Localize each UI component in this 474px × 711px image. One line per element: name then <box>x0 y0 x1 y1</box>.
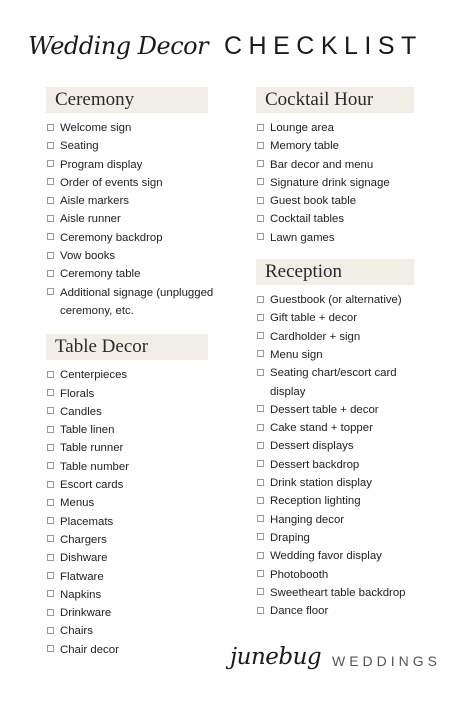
checklist-item-label: Dessert table + decor <box>270 403 379 416</box>
section-ceremony <box>46 87 216 320</box>
checkbox-icon[interactable] <box>47 645 54 652</box>
checklist-item-label: Welcome sign <box>60 122 132 134</box>
checkbox-icon[interactable] <box>257 552 264 559</box>
checkbox-icon[interactable] <box>47 407 54 414</box>
checklist-item-label: Seating <box>60 140 99 153</box>
checklist-item-label: Sweetheart table backdrop <box>270 586 406 599</box>
checklist-item[interactable] <box>256 210 426 228</box>
checklist-item-label: Ceremony table <box>60 268 141 281</box>
checkbox-icon[interactable] <box>257 296 264 303</box>
checklist-item-label: Draping <box>270 531 310 544</box>
brand-logo <box>230 640 460 680</box>
checkbox-icon[interactable] <box>47 499 54 506</box>
checklist-item[interactable] <box>46 494 216 512</box>
checklist-item[interactable] <box>256 309 426 327</box>
checklist-item[interactable] <box>46 641 216 659</box>
checkbox-icon[interactable] <box>257 369 264 376</box>
checklist-item-label: Placemats <box>60 515 114 528</box>
checklist-item-label: Reception lighting <box>270 495 361 508</box>
checklist <box>256 291 426 620</box>
checklist-item-label: Drinkware <box>60 607 112 620</box>
checkbox-icon[interactable] <box>47 609 54 616</box>
checklist-item-label: Photobooth <box>270 568 329 581</box>
checkbox-icon[interactable] <box>257 160 264 167</box>
checkbox-icon[interactable] <box>257 332 264 339</box>
checklist-item-label: Napkins <box>60 588 102 601</box>
checklist-item[interactable] <box>256 529 426 547</box>
checklist-item-label: Cocktail tables <box>270 213 345 226</box>
checkbox-icon[interactable] <box>257 233 264 240</box>
title-script: Wedding Decor <box>28 32 209 60</box>
checkbox-icon[interactable] <box>257 607 264 614</box>
section-title: Ceremony <box>46 87 208 113</box>
checkbox-icon[interactable] <box>47 288 54 295</box>
checklist-item[interactable] <box>46 119 216 137</box>
checklist-item[interactable] <box>256 419 426 437</box>
checklist-item[interactable] <box>256 566 426 584</box>
checkbox-icon[interactable] <box>257 405 264 412</box>
checkbox-icon[interactable] <box>257 515 264 522</box>
checkbox-icon[interactable] <box>257 460 264 467</box>
checklist-item-label: Chargers <box>60 533 107 546</box>
checklist-item[interactable] <box>256 291 426 309</box>
checklist-item-label: Bar decor and menu <box>270 158 374 171</box>
checklist-item-label: Seating chart/escort card display <box>270 367 397 398</box>
checklist-item[interactable] <box>256 492 426 510</box>
checkbox-icon[interactable] <box>47 371 54 378</box>
checklist-item-label: Memory table <box>270 140 340 153</box>
checkbox-icon[interactable] <box>47 627 54 634</box>
checklist-item[interactable] <box>46 604 216 622</box>
checklist-item[interactable] <box>46 403 216 421</box>
checklist-item[interactable] <box>256 456 426 474</box>
section-title: Cocktail Hour <box>256 87 414 113</box>
checklist-item-label: Candles <box>60 405 102 418</box>
checklist-item-label: Guest book table <box>270 195 357 208</box>
checklist-item[interactable] <box>256 511 426 529</box>
checklist-item-label: Program display <box>60 158 143 171</box>
checklist-item-label: Flatware <box>60 570 104 583</box>
checkbox-icon[interactable] <box>257 497 264 504</box>
checkbox-icon[interactable] <box>47 124 54 131</box>
checklist-item-label: Lounge area <box>270 122 334 134</box>
checklist-item-label: Ceremony backdrop <box>60 231 163 244</box>
checklist-item[interactable] <box>46 439 216 457</box>
checklist-item[interactable] <box>46 385 216 403</box>
checklist-item-label: Cake stand + topper <box>270 422 373 435</box>
checkbox-icon[interactable] <box>47 481 54 488</box>
checkbox-icon[interactable] <box>47 426 54 433</box>
page-title <box>28 26 458 66</box>
checklist-item[interactable] <box>46 476 216 494</box>
checkbox-icon[interactable] <box>47 252 54 259</box>
checklist-item[interactable] <box>46 531 216 549</box>
checklist-item-label: Table number <box>60 460 130 473</box>
checkbox-icon[interactable] <box>257 570 264 577</box>
checkbox-icon[interactable] <box>47 215 54 222</box>
checklist-item-label: Menus <box>60 497 95 510</box>
checklist-item[interactable] <box>46 210 216 228</box>
checklist-item-label: Dance floor <box>270 605 329 618</box>
checkbox-icon[interactable] <box>47 572 54 579</box>
checklist-item[interactable] <box>46 586 216 604</box>
brand-caps: WEDDINGS <box>332 653 441 669</box>
checklist-item[interactable] <box>46 622 216 640</box>
checkbox-icon[interactable] <box>47 517 54 524</box>
section-reception <box>256 259 426 620</box>
checklist-item[interactable] <box>46 568 216 586</box>
checklist-item[interactable] <box>46 156 216 174</box>
checklist-item[interactable] <box>46 513 216 531</box>
checklist-item[interactable] <box>256 401 426 419</box>
checklist <box>256 119 426 247</box>
checkbox-icon[interactable] <box>257 424 264 431</box>
checklist-item[interactable] <box>256 346 426 364</box>
checklist-item-label: Drink station display <box>270 477 372 490</box>
checkbox-icon[interactable] <box>47 535 54 542</box>
checkbox-icon[interactable] <box>47 233 54 240</box>
checklist-item[interactable] <box>256 137 426 155</box>
checklist-item-label: Order of events sign <box>60 176 163 189</box>
checklist-item-label: Aisle markers <box>60 195 129 208</box>
checkbox-icon[interactable] <box>47 270 54 277</box>
section-title: Table Decor <box>46 334 208 360</box>
checkbox-icon[interactable] <box>47 462 54 469</box>
checkbox-icon[interactable] <box>47 554 54 561</box>
checklist-item[interactable] <box>256 174 426 192</box>
checkbox-icon[interactable] <box>47 160 54 167</box>
checkbox-icon[interactable] <box>257 350 264 357</box>
checkbox-icon[interactable] <box>47 178 54 185</box>
section-table-decor <box>46 334 216 659</box>
checklist-item-label: Table linen <box>60 424 115 437</box>
checklist-item[interactable] <box>46 421 216 439</box>
checklist-item[interactable] <box>256 119 426 137</box>
checklist-item-label: Dishware <box>60 552 108 565</box>
checkbox-icon[interactable] <box>257 442 264 449</box>
checkbox-icon[interactable] <box>257 479 264 486</box>
checklist <box>46 366 216 659</box>
checklist-item[interactable] <box>256 328 426 346</box>
checklist-item-label: Gift table + decor <box>270 312 358 325</box>
checklist-item-label: Menu sign <box>270 348 323 361</box>
checklist-item-label: Chairs <box>60 625 93 638</box>
checklist-item-label: Escort cards <box>60 479 124 492</box>
checklist-item-label: Dessert displays <box>270 440 354 453</box>
checkbox-icon[interactable] <box>47 590 54 597</box>
checkbox-icon[interactable] <box>257 124 264 131</box>
checklist-item[interactable] <box>46 549 216 567</box>
checklist-item-label: Table runner <box>60 442 124 455</box>
checklist-item[interactable] <box>256 584 426 602</box>
checklist-item-label: Chair decor <box>60 643 119 656</box>
checklist <box>46 119 216 320</box>
checklist-item[interactable] <box>256 364 426 401</box>
checkbox-icon[interactable] <box>47 444 54 451</box>
checklist-item-label: Lawn games <box>270 231 335 244</box>
checklist-item-label: Hanging decor <box>270 513 345 526</box>
checkbox-icon[interactable] <box>47 142 54 149</box>
checkbox-icon[interactable] <box>257 142 264 149</box>
checklist-item[interactable] <box>46 192 216 210</box>
checklist-item[interactable] <box>46 174 216 192</box>
checklist-item[interactable] <box>46 366 216 384</box>
checklist-item[interactable] <box>256 474 426 492</box>
checklist-item[interactable] <box>46 229 216 247</box>
checklist-item[interactable] <box>256 156 426 174</box>
checklist-item[interactable] <box>256 602 426 620</box>
checklist-item-label: Aisle runner <box>60 213 121 226</box>
checkbox-icon[interactable] <box>257 588 264 595</box>
brand-script: junebug <box>230 644 322 670</box>
checklist-item-label: Guestbook (or alternative) <box>270 294 402 307</box>
checklist-item[interactable] <box>46 137 216 155</box>
checklist-item-label: Signature drink signage <box>270 176 390 189</box>
checkbox-icon[interactable] <box>257 314 264 321</box>
checkbox-icon[interactable] <box>257 178 264 185</box>
checkbox-icon[interactable] <box>47 197 54 204</box>
checklist-item-label: Vow books <box>60 250 116 263</box>
left-column <box>46 87 216 671</box>
checkbox-icon[interactable] <box>257 197 264 204</box>
checklist-item-label: Dessert backdrop <box>270 458 360 471</box>
checklist-item-label: Centerpieces <box>60 369 128 382</box>
checkbox-icon[interactable] <box>257 215 264 222</box>
checklist-item[interactable] <box>46 265 216 283</box>
checklist-item-label: Cardholder + sign <box>270 330 361 343</box>
section-title: Reception <box>256 259 414 285</box>
checklist-item[interactable] <box>46 458 216 476</box>
title-caps: CHECKLIST <box>224 32 423 60</box>
checklist-item[interactable] <box>46 284 216 321</box>
checklist-item[interactable] <box>256 192 426 210</box>
checklist-item[interactable] <box>256 547 426 565</box>
right-column <box>256 87 426 632</box>
checkbox-icon[interactable] <box>257 533 264 540</box>
checklist-item[interactable] <box>46 247 216 265</box>
checkbox-icon[interactable] <box>47 389 54 396</box>
checklist-item[interactable] <box>256 229 426 247</box>
section-cocktail-hour <box>256 87 426 247</box>
checklist-item-label: Florals <box>60 387 95 400</box>
checklist-item-label: Additional signage (unplugged ceremony, etc. <box>60 286 214 317</box>
checklist-item-label: Wedding favor display <box>270 550 382 563</box>
checklist-item[interactable] <box>256 437 426 455</box>
